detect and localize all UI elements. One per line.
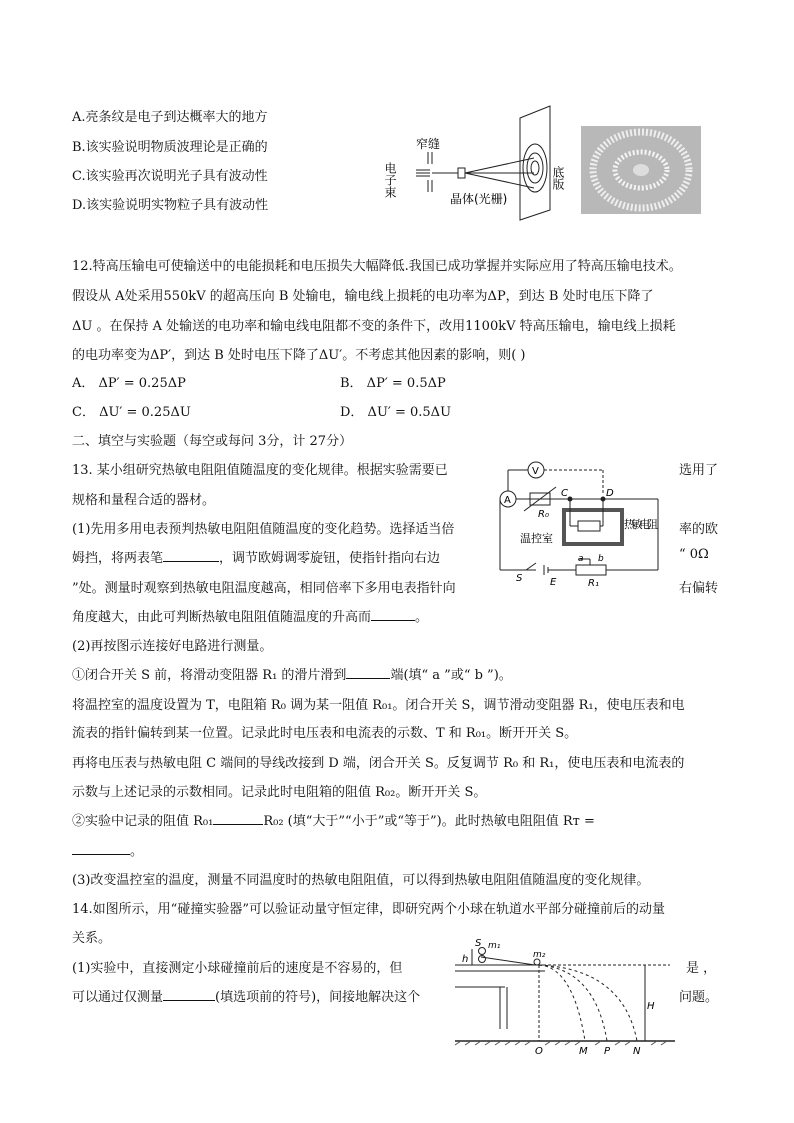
q12-option-c: C． ΔU′ = 0.25ΔU <box>72 405 191 420</box>
a-end-label: a <box>578 554 584 564</box>
answer-blank-1[interactable] <box>163 549 219 562</box>
slit-label: 窄缝 <box>416 137 441 151</box>
r1-label: R₁ <box>588 578 599 589</box>
q13-line-7: (2)再按图示连接好电路进行测量。 <box>72 639 273 654</box>
q14-line-4 <box>72 986 420 1005</box>
m-point-label: M <box>579 1046 588 1057</box>
q13-line-6 <box>72 606 428 625</box>
q13-line-4 <box>72 547 440 566</box>
thermistor-label: 热敏电阻 <box>624 518 658 531</box>
q13-line-13b: R₀₂ (填“大于”“小于”或“等于”)。此时热敏电阻阻值 Rᴛ = <box>263 814 595 829</box>
crystal-label: 晶体(光栅) <box>450 192 508 206</box>
q13-line-4c: “ 0Ω <box>679 547 709 562</box>
answer-blank-2[interactable] <box>371 608 415 621</box>
b-end-label: b <box>598 554 604 564</box>
q13-line-1a: 13. 某小组研究热敏电阻阻值随温度的变化规律。根据实验需要已 <box>72 463 448 478</box>
q12-line-3: ΔU 。在保持 A 处输送的电功率和输电线电阻都不变的条件下，改用1100kV 特高压输电，输电线上损耗 <box>72 319 676 334</box>
s-label: S <box>475 938 482 949</box>
q13-line-11: 再将电压表与热敏电阻 C 端间的导线改接到 D 端，闭合开关 S。反复调节 R₀ 和 R₁，使电压表和电流表的 <box>72 756 685 771</box>
q13-line-15: (3)改变温控室的温度，测量不同温度时的热敏电阻阻值，可以得到热敏电阻阻值随温度的变化规律。 <box>72 873 650 888</box>
H-label: H <box>647 1001 655 1012</box>
q13-line-8b: 端(填“ a ”或“ b ”)。 <box>390 668 512 683</box>
h-label: h <box>462 954 469 965</box>
q13-line-3a: (1)先用多用电表预判热敏电阻阻值随温度的变化趋势。选择适当倍 <box>72 522 455 537</box>
q13-line-9: 将温控室的温度设置为 T，电阻箱 R₀ 调为某一阻值 R₀₁。闭合开关 S，调节滑动变阻器 R₁，使电压表和电 <box>72 698 685 713</box>
q13-line-1b: 选用了 <box>679 463 719 478</box>
q11-option-c: C.该实验再次说明光子具有波动性 <box>72 169 268 184</box>
q12-option-d: D． ΔU′ = 0.5ΔU <box>340 405 452 420</box>
c-label: C <box>561 488 568 499</box>
p-label: P <box>604 1046 611 1057</box>
q13-line-13 <box>72 810 595 829</box>
answer-blank-4[interactable] <box>213 812 263 825</box>
m1-label: m₁ <box>488 941 501 951</box>
ammeter-label: A <box>504 495 511 506</box>
q13-line-8a: ①闭合开关 S 前，将滑动变阻器 R₁ 的滑片滑到 <box>72 668 347 683</box>
q12-option-a: A． ΔP′ = 0.25ΔP <box>72 376 186 391</box>
q13-line-2: 规格和量程合适的器材。 <box>72 493 216 508</box>
q11-option-b: B.该实验说明物质波理论是正确的 <box>72 140 268 155</box>
o-label: O <box>535 1046 543 1057</box>
switch-label: S <box>516 573 523 584</box>
collision-apparatus-figure <box>455 937 680 1057</box>
voltmeter-label: V <box>532 466 539 477</box>
q13-line-4b: ，调节欧姆调零旋钮，使指针指向右边 <box>219 551 441 566</box>
q14-line-4b: (填选项前的符号)，间接地解决这个 <box>215 990 421 1005</box>
q13-line-6a: 角度越大，由此可判断热敏电阻阻值随温度的升高而 <box>72 610 372 625</box>
r0-label: R₀ <box>538 509 549 520</box>
q14-line-4a: 可以通过仅测量 <box>72 990 164 1005</box>
answer-blank-6[interactable] <box>163 988 215 1001</box>
q13-line-4a: 姆挡，将两表笔 <box>72 551 164 566</box>
q13-line-10: 流表的指针偏转到某一位置。记录此时电压表和电流表的示数、T 和 R₀₁。断开开关 S。 <box>72 726 578 741</box>
source-label: E <box>550 577 557 588</box>
q13-line-5a: ”处。测量时观察到热敏电阻温度越高，相同倍率下多用电表指针向 <box>72 581 456 596</box>
q13-line-6b: 。 <box>415 610 429 625</box>
answer-blank-3[interactable] <box>346 666 390 679</box>
q14-line-4c: 问题。 <box>679 990 719 1005</box>
q11-option-d: D.该实验说明实物粒子具有波动性 <box>72 198 269 213</box>
q12-line-4: 的电功率变为ΔP′，到达 B 处时电压下降了ΔU′。不考虑其他因素的影响，则( ) <box>72 348 526 363</box>
q13-line-8 <box>72 664 512 683</box>
section-title: 二、填空与实验题（每空或每问 3分，计 27分） <box>72 434 353 449</box>
m2-label: m₂ <box>533 950 546 960</box>
electron-diffraction-figure <box>383 100 713 220</box>
screen-label: 底版 <box>551 166 565 190</box>
q11-option-a: A.亮条纹是电子到达概率大的地方 <box>72 110 268 125</box>
q13-line-3b: 率的欧 <box>679 522 719 537</box>
q13-line-5b: 右偏转 <box>679 581 719 596</box>
q12-option-b: B． ΔP′ = 0.5ΔP <box>340 376 446 391</box>
answer-blank-5[interactable] <box>72 842 130 855</box>
thermistor-circuit-figure <box>498 455 668 590</box>
q13-line-14 <box>72 840 143 859</box>
q13-line-14: 。 <box>130 844 144 859</box>
q13-line-13a: ②实验中记录的阻值 R₀₁ <box>72 814 214 829</box>
q12-line-2: 假设从 A处采用550kV 的超高压向 B 处输电，输电线上损耗的电功率为ΔP，到达 B 处时电压下降了 <box>72 289 654 304</box>
q14-line-1: 14.如图所示，用“碰撞实验器”可以验证动量守恒定律，即研究两个小球在轨道水平部分碰撞前后的动量 <box>72 902 665 917</box>
chamber-label: 温控室 <box>520 532 553 545</box>
beam-label: 电子束 <box>383 162 397 198</box>
q14-line-2: 关系。 <box>72 931 112 946</box>
q13-line-12: 示数与上述记录的示数相同。记录此时电阻箱的阻值 R₀₂。断开开关 S。 <box>72 785 487 800</box>
d-label: D <box>606 488 614 499</box>
q14-line-3a: (1)实验中，直接测定小球碰撞前后的速度是不容易的，但 <box>72 961 403 976</box>
n-label: N <box>633 1046 641 1057</box>
q14-line-3b: 是 ， <box>686 961 717 976</box>
q12-line-1: 12.特高压输电可使输送中的电能损耗和电压损失大幅降低.我国已成功掌握并实际应用了特高压输电技术。 <box>72 259 682 274</box>
